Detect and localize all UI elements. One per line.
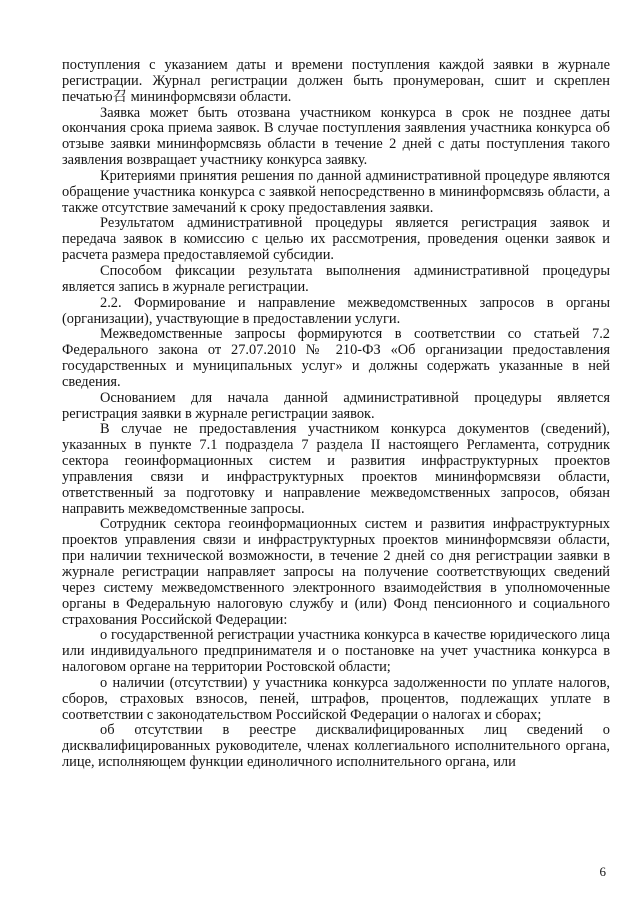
paragraph: Способом фиксации результата выполнения административной процедуры является запись в журнале регистрации. [62, 262, 610, 295]
paragraph: поступления с указанием даты и времени поступления каждой заявки в журнале регистрации. Журнал регистрации должен быть пронумерован, сшит и скреплен печатью召 мининформсвязи области. [62, 57, 610, 105]
paragraph: Межведомственные запросы формируются в соответствии со статьей 7.2 Федерального закона от 27.07.2010 № 210-ФЗ «Об организации предоставления государственных и муниципальных услуг» и должны содержать указанные в ней сведения. [62, 326, 610, 390]
paragraph: о государственной регистрации участника конкурса в качестве юридического лица или индивидуального предпринимателя и о постановке на учет участника конкурса в налоговом органе на территории Ростовской области; [62, 627, 610, 676]
paragraph: Критериями принятия решения по данной административной процедуре являются обращение участника конкурса с заявкой непосредственно в мининформсвязь области, а также отсутствие замечаний к сроку предоставления заявки. [62, 167, 610, 216]
page-number: 6 [599, 864, 606, 879]
paragraph: Основанием для начала данной административной процедуры является регистрация заявки в журнале регистрации заявок. [62, 389, 610, 422]
paragraph: В случае не предоставления участником конкурса документов (сведений), указанных в пункте 7.1 подраздела 7 раздела II настоящего Регламента, сотрудник сектора геоинформационных систем и развития инфраструктурных проектов управления связи и инфраструктурных проектов мининформсвязи области, ответственный за подготовку и направление межведомственных запросов, обязан направить межведомственные запросы. [62, 421, 610, 517]
paragraph: Результатом административной процедуры является регистрация заявок и передача заявок в комиссию с целью их рассмотрения, проведения оценки заявок и расчета размера предоставляемой субсидии. [62, 215, 610, 264]
document-body [62, 58, 610, 771]
paragraph: Сотрудник сектора геоинформационных систем и развития инфраструктурных проектов управления связи и инфраструктурных проектов мининформсвязи области, при наличии технической возможности, в течение 2 дней со дня регистрации заявки в журнале регистрации направляет запросы на получение соответствующих сведений через систему межведомственного электронного взаимодействия в уполномоченные органы в Федеральную налоговую службу и (или) Фонд пенсионного и социального страхования Российской Федерации: [62, 516, 610, 628]
paragraph: 2.2. Формирование и направление межведомственных запросов в органы (организации), участвующие в предоставлении услуги. [62, 294, 610, 327]
paragraph: Заявка может быть отозвана участником конкурса в срок не позднее даты окончания срока приема заявок. В случае поступления заявления участника конкурса об отзыве заявки мининформсвязь области в течение 2 дней с даты поступления такого заявления возвращает участнику конкурса заявку. [62, 104, 610, 169]
paragraph: об отсутствии в реестре дисквалифицированных лиц сведений о дисквалифицированных руководителе, членах коллегиального исполнительного органа, лице, исполняющем функции единоличного исполнительного органа, или [62, 722, 610, 771]
paragraph: о наличии (отсутствии) у участника конкурса задолженности по уплате налогов, сборов, страховых взносов, пеней, штрафов, процентов, подлежащих уплате в соответствии с законодательством Российской Федерации о налогах и сборах; [62, 674, 610, 723]
